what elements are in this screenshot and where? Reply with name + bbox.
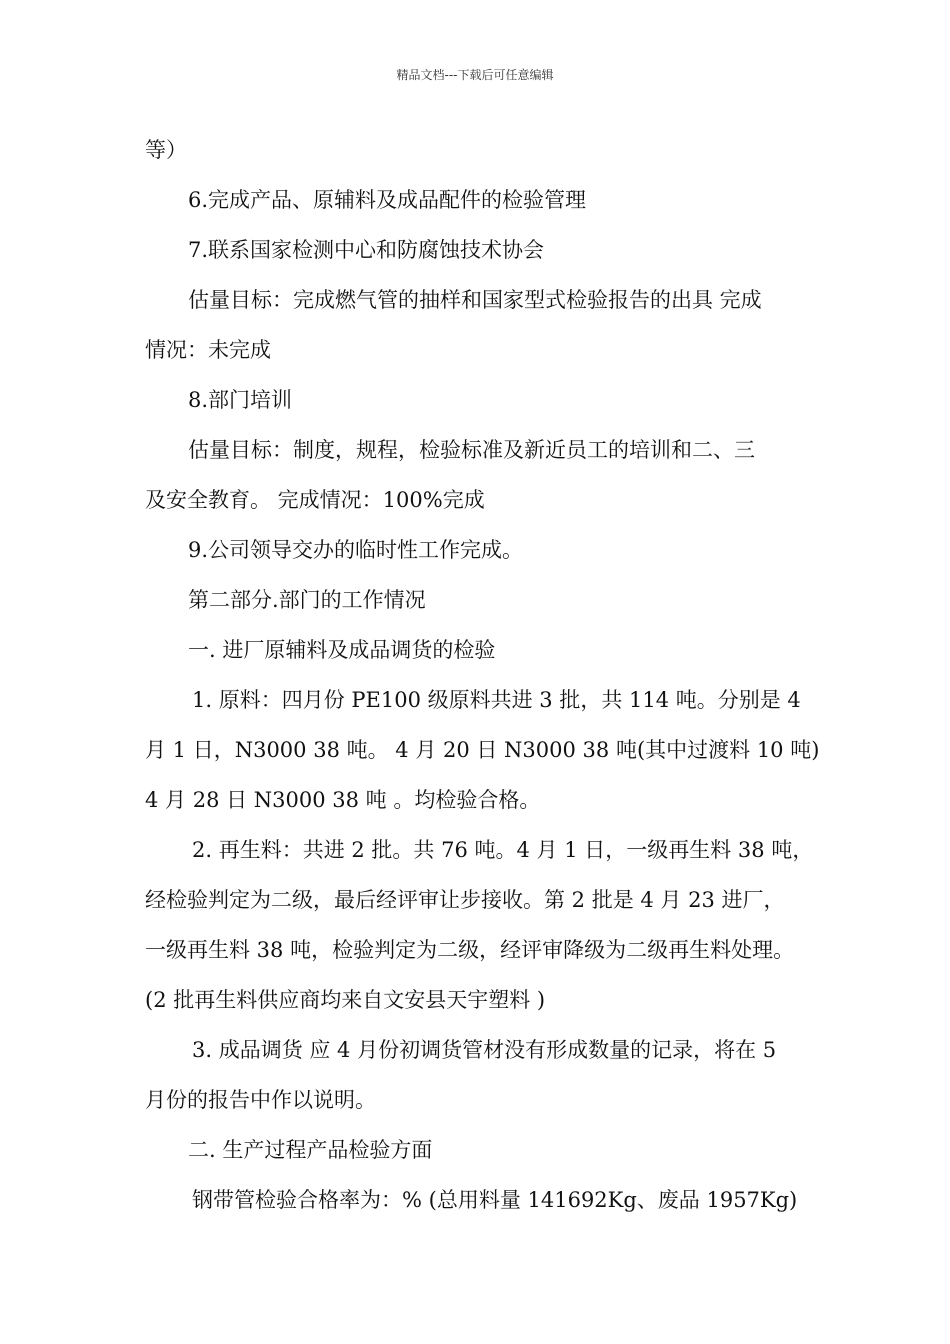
text-line-2: 6.完成产品、原辅料及成品配件的检验管理 xyxy=(188,188,587,212)
text-line-21: 二. 生产过程产品检验方面 xyxy=(188,1138,433,1162)
text-line-11: 一. 进厂原辅料及成品调货的检验 xyxy=(188,638,496,662)
text-line-22: 钢带管检验合格率为：% (总用料量 141692Kg、废品 1957Kg) xyxy=(192,1188,798,1212)
text-line-15: 2. 再生料：共进 2 批。共 76 吨。4 月 1 日，一级再生料 38 吨， xyxy=(192,838,814,862)
text-line-14: 4 月 28 日 N3000 38 吨 。均检验合格。 xyxy=(145,788,541,812)
text-line-20: 月份的报告中作以说明。 xyxy=(145,1088,376,1112)
text-line-7: 估量目标：制度，规程，检验标准及新近员工的培训和二、三 xyxy=(188,438,755,462)
text-line-13: 月 1 日，N3000 38 吨。 4 月 20 日 N3000 38 吨(其中过渡料 10 吨) xyxy=(145,738,820,762)
text-line-3: 7.联系国家检测中心和防腐蚀技术协会 xyxy=(188,238,545,262)
text-line-1: 等） xyxy=(145,138,187,162)
text-line-18: (2 批再生料供应商均来自文安县天宇塑料 ) xyxy=(145,988,546,1012)
page-header: 精品文档---下载后可任意编辑 xyxy=(396,68,554,82)
text-line-9: 9.公司领导交办的临时性工作完成。 xyxy=(188,538,524,562)
text-line-12: 1. 原料：四月份 PE100 级原料共进 3 批，共 114 吨。分别是 4 xyxy=(192,688,801,712)
text-line-5: 情况：未完成 xyxy=(145,338,271,362)
text-line-6: 8.部门培训 xyxy=(188,388,293,412)
text-line-4: 估量目标：完成燃气管的抽样和国家型式检验报告的出具 完成 xyxy=(188,288,762,312)
text-line-19: 3. 成品调货 应 4 月份初调货管材没有形成数量的记录，将在 5 xyxy=(192,1038,777,1062)
text-line-17: 一级再生料 38 吨，检验判定为二级，经评审降级为二级再生料处理。 xyxy=(145,938,795,962)
text-line-8: 及安全教育。 完成情况：100%完成 xyxy=(145,488,485,512)
text-line-10: 第二部分.部门的工作情况 xyxy=(188,588,426,612)
text-line-16: 经检验判定为二级，最后经评审让步接收。第 2 批是 4 月 23 进厂， xyxy=(145,888,785,912)
